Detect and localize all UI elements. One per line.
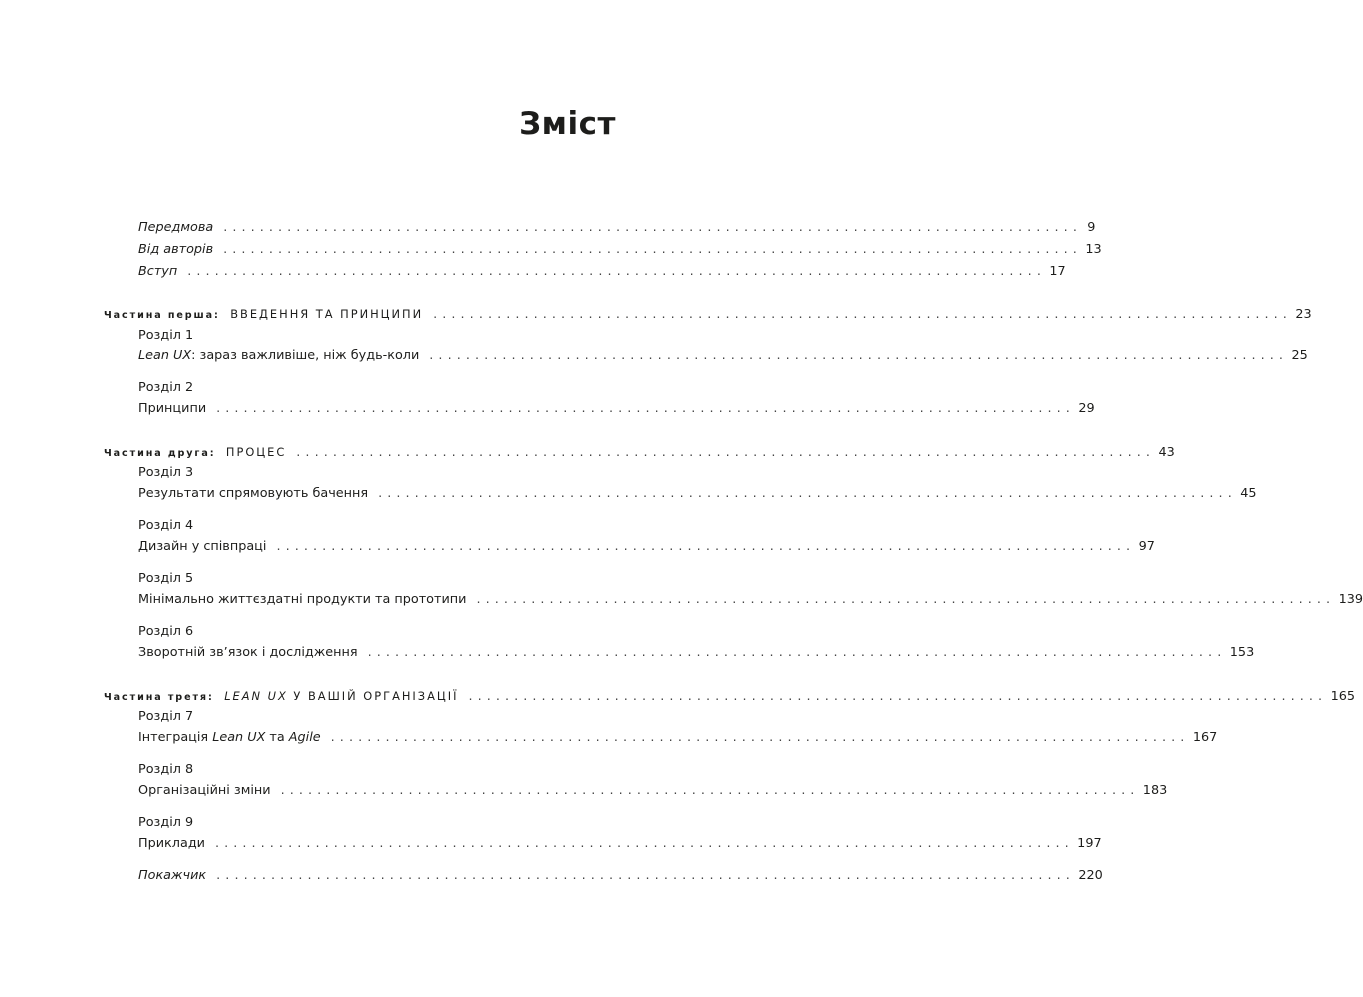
part-prefix: Частина третя:	[104, 692, 214, 703]
toc-label-italic: Agile	[288, 730, 321, 745]
toc-page-number: 167	[1192, 730, 1218, 745]
toc-page-number: 25	[1291, 348, 1308, 363]
dot-leader: . . . . . . . . . . . . . . . . . . . . . . . . . . . . . . . . . . . . . . . . . . . . . . . . . . . . . . . . . . . . . . . . . . . . . . . . . . . . . . . . . . . . . . . . . . . . . .	[378, 486, 1233, 501]
toc-label: Організаційні зміни	[138, 783, 271, 798]
toc-label: Покажчик	[138, 868, 207, 883]
dot-leader: . . . . . . . . . . . . . . . . . . . . . . . . . . . . . . . . . . . . . . . . . . . . . . . . . . . . . . . . . . . . . . . . . . . . . . . . . . . . . . . . . . . . . . . . . . . . . .	[367, 645, 1222, 660]
toc-page-number: 197	[1077, 836, 1102, 851]
toc-entry-introduction[interactable]	[138, 262, 1066, 282]
chapter-heading: Розділ 8	[138, 762, 194, 777]
toc-label: Мінімально життєздатні продукти та прототипи	[138, 592, 467, 607]
toc-part-one[interactable]	[104, 304, 1312, 324]
toc-page-number: 17	[1049, 264, 1066, 279]
toc-page-number: 183	[1142, 783, 1168, 798]
toc-entry-chapter-8[interactable]	[138, 781, 1168, 801]
toc-part-three[interactable]	[104, 686, 1356, 706]
dot-leader: . . . . . . . . . . . . . . . . . . . . . . . . . . . . . . . . . . . . . . . . . . . . . . . . . . . . . . . . . . . . . . . . . . . . . . . . . . . . . . . . . . . . . . . . . . . . . .	[216, 868, 1071, 883]
dot-leader: . . . . . . . . . . . . . . . . . . . . . . . . . . . . . . . . . . . . . . . . . . . . . . . . . . . . . . . . . . . . . . . . . . . . . . . . . . . . . . . . . . . . . . . . . . . . . .	[296, 445, 1151, 460]
dot-leader: . . . . . . . . . . . . . . . . . . . . . . . . . . . . . . . . . . . . . . . . . . . . . . . . . . . . . . . . . . . . . . . . . . . . . . . . . . . . . . . . . . . . . . . . . . . . . .	[429, 348, 1284, 363]
toc-label: Принципи	[138, 401, 207, 416]
dot-leader: . . . . . . . . . . . . . . . . . . . . . . . . . . . . . . . . . . . . . . . . . . . . . . . . . . . . . . . . . . . . . . . . . . . . . . . . . . . . . . . . . . . . . . . . . . . . . .	[468, 689, 1323, 704]
toc-page-number: 220	[1078, 868, 1103, 883]
dot-leader: . . . . . . . . . . . . . . . . . . . . . . . . . . . . . . . . . . . . . . . . . . . . . . . . . . . . . . . . . . . . . . . . . . . . . . . . . . . . . . . . . . . . . . . . . . . . . .	[187, 264, 1042, 279]
dot-leader: . . . . . . . . . . . . . . . . . . . . . . . . . . . . . . . . . . . . . . . . . . . . . . . . . . . . . . . . . . . . . . . . . . . . . . . . . . . . . . . . . . . . . . . . . . . . . .	[476, 592, 1331, 607]
part-title	[224, 689, 458, 703]
dot-leader: . . . . . . . . . . . . . . . . . . . . . . . . . . . . . . . . . . . . . . . . . . . . . . . . . . . . . . . . . . . . . . . . . . . . . . . . . . . . . . . . . . . . . . . . . . . . . .	[223, 220, 1078, 235]
part-title-italic: LEAN UX	[224, 689, 288, 703]
dot-leader: . . . . . . . . . . . . . . . . . . . . . . . . . . . . . . . . . . . . . . . . . . . . . . . . . . . . . . . . . . . . . . . . . . . . . . . . . . . . . . . . . . . . . . . . . . . . . .	[214, 836, 1070, 851]
dot-leader: . . . . . . . . . . . . . . . . . . . . . . . . . . . . . . . . . . . . . . . . . . . . . . . . . . . . . . . . . . . . . . . . . . . . . . . . . . . . . . . . . . . . . . . . . . . . . .	[330, 730, 1185, 745]
toc-entry-chapter-5[interactable]	[138, 590, 1363, 610]
toc-label: Результати спрямовують бачення	[138, 486, 369, 501]
part-prefix: Частина перша:	[104, 310, 220, 321]
dot-leader: . . . . . . . . . . . . . . . . . . . . . . . . . . . . . . . . . . . . . . . . . . . . . . . . . . . . . . . . . . . . . . . . . . . . . . . . . . . . . . . . . . . . . . . . . . . . . .	[433, 307, 1288, 322]
dot-leader: . . . . . . . . . . . . . . . . . . . . . . . . . . . . . . . . . . . . . . . . . . . . . . . . . . . . . . . . . . . . . . . . . . . . . . . . . . . . . . . . . . . . . . . . . . . . . .	[216, 401, 1071, 416]
toc-entry-chapter-3[interactable]	[138, 484, 1257, 504]
part-label	[104, 442, 286, 464]
toc-page-number: 139	[1338, 592, 1363, 607]
toc-label: Приклади	[138, 836, 205, 851]
toc-page-number: 23	[1295, 307, 1312, 322]
toc-entry-from-authors[interactable]	[138, 240, 1102, 260]
dot-leader: . . . . . . . . . . . . . . . . . . . . . . . . . . . . . . . . . . . . . . . . . . . . . . . . . . . . . . . . . . . . . . . . . . . . . . . . . . . . . . . . . . . . . . . . . . . . . .	[276, 539, 1131, 554]
chapter-heading: Розділ 2	[138, 380, 194, 395]
toc-entry-chapter-9[interactable]	[138, 834, 1102, 854]
toc-entry-chapter-6[interactable]	[138, 643, 1255, 663]
toc-label-text: Інтеграція	[138, 730, 213, 745]
toc-entry-foreword[interactable]	[138, 218, 1096, 238]
toc-label-text: та	[265, 730, 289, 745]
chapter-heading: Розділ 7	[138, 709, 194, 724]
toc-label: Вступ	[138, 264, 178, 279]
chapter-heading: Розділ 1	[138, 328, 194, 343]
toc-label	[138, 346, 419, 366]
chapter-heading: Розділ 5	[138, 571, 194, 586]
toc-entry-index[interactable]	[138, 866, 1103, 886]
toc-label: Від авторів	[138, 242, 214, 257]
part-prefix: Частина друга:	[104, 448, 216, 459]
chapter-heading: Розділ 3	[138, 465, 194, 480]
toc-page-number: 153	[1229, 645, 1255, 660]
chapter-heading: Розділ 4	[138, 518, 194, 533]
chapter-heading: Розділ 9	[138, 815, 194, 830]
part-label	[104, 304, 423, 326]
toc-entry-chapter-7[interactable]	[138, 728, 1218, 748]
toc-entry-chapter-2[interactable]	[138, 399, 1095, 419]
toc-page-number: 165	[1330, 689, 1356, 704]
toc-label: Зворотній зв’язок і дослідження	[138, 645, 358, 660]
toc-label-italic: Lean UX	[212, 730, 266, 745]
toc-page-number: 43	[1158, 445, 1175, 460]
page-title: Зміст	[519, 106, 616, 142]
toc-page-number: 9	[1087, 220, 1096, 235]
toc-label: Передмова	[138, 220, 214, 235]
part-title-text: У ВАШІЙ ОРГАНІЗАЦІЇ	[287, 689, 459, 703]
chapter-heading: Розділ 6	[138, 624, 194, 639]
toc-page-number: 29	[1078, 401, 1095, 416]
toc-label-italic: Lean UX	[138, 348, 192, 363]
toc-page-number: 45	[1240, 486, 1257, 501]
toc-entry-chapter-4[interactable]	[138, 537, 1155, 557]
toc-label: Дизайн у співпраці	[138, 539, 267, 554]
toc-label	[138, 728, 321, 748]
part-title: ВВЕДЕННЯ ТА ПРИНЦИПИ	[230, 307, 424, 321]
part-title: ПРОЦЕС	[225, 445, 287, 459]
toc-page-number: 97	[1138, 539, 1155, 554]
toc-label-text: : зараз важливіше, ніж будь-коли	[191, 348, 420, 363]
dot-leader: . . . . . . . . . . . . . . . . . . . . . . . . . . . . . . . . . . . . . . . . . . . . . . . . . . . . . . . . . . . . . . . . . . . . . . . . . . . . . . . . . . . . . . . . . . . . . .	[280, 783, 1135, 798]
dot-leader: . . . . . . . . . . . . . . . . . . . . . . . . . . . . . . . . . . . . . . . . . . . . . . . . . . . . . . . . . . . . . . . . . . . . . . . . . . . . . . . . . . . . . . . . . . . . . .	[223, 242, 1078, 257]
toc-entry-chapter-1[interactable]	[138, 346, 1308, 366]
toc-part-two[interactable]	[104, 442, 1175, 462]
part-label	[104, 686, 458, 708]
toc-page-number: 13	[1085, 242, 1102, 257]
